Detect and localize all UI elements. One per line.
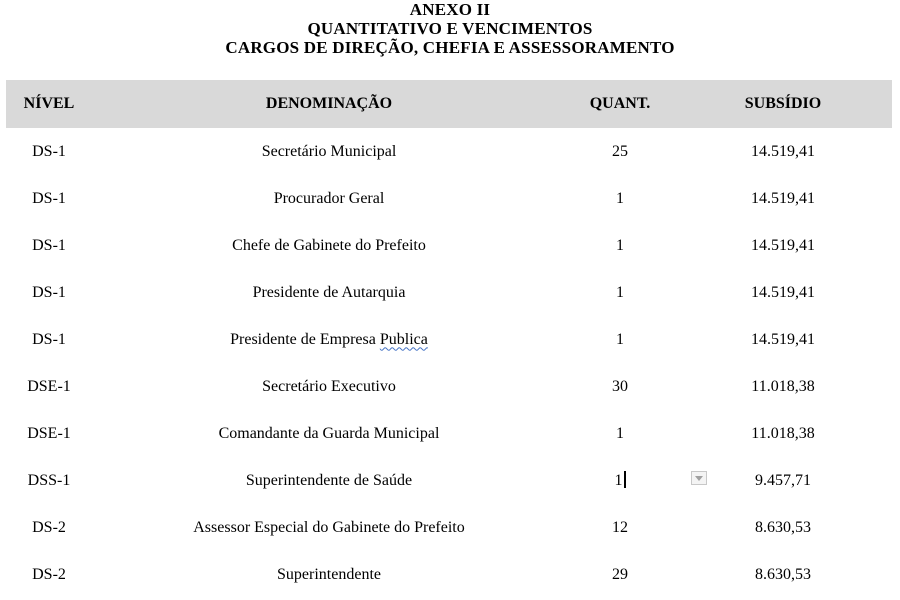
cell-nivel[interactable]: DS-1	[32, 236, 66, 254]
cell-subsidio[interactable]: 14.519,41	[751, 142, 815, 160]
cell-subsidio[interactable]: 14.519,41	[751, 189, 815, 207]
cell-nivel[interactable]: DSE-1	[27, 377, 71, 395]
cell-dropdown-button[interactable]	[691, 471, 707, 485]
cell-denominacao[interactable]	[92, 316, 566, 363]
cell-subsidio[interactable]: 8.630,53	[755, 518, 811, 536]
cell-denominacao[interactable]: Superintendente	[277, 565, 381, 583]
cell-nivel[interactable]: DS-2	[32, 565, 66, 583]
cell-denominacao[interactable]: Presidente de Autarquia	[252, 283, 406, 301]
table-row	[6, 363, 892, 410]
column-header-subsidio[interactable]: SUBSÍDIO	[744, 95, 822, 112]
cell-subsidio[interactable]: 14.519,41	[751, 330, 815, 348]
spellcheck-flagged-word[interactable]: Publica	[379, 330, 428, 348]
chevron-down-icon	[695, 476, 703, 481]
cell-nivel[interactable]: DSS-1	[27, 471, 71, 489]
cell-subsidio[interactable]: 9.457,71	[755, 471, 811, 489]
cell-denominacao[interactable]: Superintendente de Saúde	[245, 471, 413, 489]
table-row	[6, 269, 892, 316]
cell-denominacao[interactable]: Secretário Executivo	[262, 377, 396, 395]
cell-nivel[interactable]: DS-1	[32, 330, 66, 348]
cell-quant[interactable]: 1	[616, 330, 624, 348]
positions-table	[6, 80, 892, 598]
cell-denominacao[interactable]: Procurador Geral	[273, 189, 385, 207]
table-row	[6, 128, 892, 175]
table-row	[6, 316, 892, 363]
cell-quant[interactable]: 30	[612, 377, 628, 395]
cell-quant[interactable]: 12	[612, 518, 628, 536]
cell-nivel[interactable]: DS-2	[32, 518, 66, 536]
cell-quant[interactable]: 29	[612, 565, 628, 583]
quant-value: 1	[614, 472, 623, 489]
annex-title: ANEXO II	[409, 0, 491, 19]
column-header-nivel[interactable]: NÍVEL	[23, 95, 75, 112]
text-cursor	[624, 471, 626, 488]
table-row	[6, 504, 892, 551]
cell-subsidio[interactable]: 8.630,53	[755, 565, 811, 583]
cell-quant-active[interactable]	[566, 457, 674, 504]
document-heading	[0, 0, 900, 57]
cell-nivel[interactable]: DS-1	[32, 189, 66, 207]
cell-nivel[interactable]: DSE-1	[27, 424, 71, 442]
cell-denominacao[interactable]: Assessor Especial do Gabinete do Prefeito	[193, 518, 465, 536]
cell-quant[interactable]: 1	[616, 424, 624, 442]
annex-subtitle: QUANTITATIVO E VENCIMENTOS	[307, 19, 593, 38]
cell-denominacao[interactable]: Secretário Municipal	[261, 142, 397, 160]
table-row	[6, 551, 892, 598]
table-body	[6, 128, 892, 598]
table-header	[6, 80, 892, 128]
cell-quant[interactable]: 1	[616, 236, 624, 254]
cell-quant[interactable]: 25	[612, 142, 628, 160]
cell-subsidio[interactable]: 14.519,41	[751, 236, 815, 254]
cell-subsidio[interactable]: 11.018,38	[751, 377, 815, 395]
table-row	[6, 410, 892, 457]
cell-nivel[interactable]: DS-1	[32, 283, 66, 301]
cell-quant[interactable]: 1	[616, 189, 624, 207]
cell-subsidio[interactable]: 14.519,41	[751, 283, 815, 301]
cell-nivel[interactable]: DS-1	[32, 142, 66, 160]
table-header-row	[6, 80, 892, 128]
table-row	[6, 457, 892, 504]
column-header-denominacao[interactable]: DENOMINAÇÃO	[265, 95, 393, 112]
cell-denominacao[interactable]: Chefe de Gabinete do Prefeito	[232, 236, 426, 254]
cell-denominacao[interactable]: Comandante da Guarda Municipal	[218, 424, 440, 442]
table-row	[6, 175, 892, 222]
table-row	[6, 222, 892, 269]
denominacao-text: Presidente de Empresa	[230, 330, 380, 348]
column-header-quant[interactable]: QUANT.	[589, 95, 651, 112]
cell-subsidio[interactable]: 11.018,38	[751, 424, 815, 442]
annex-section-title: CARGOS DE DIREÇÃO, CHEFIA E ASSESSORAMENTO	[225, 38, 675, 57]
cell-quant[interactable]: 1	[616, 283, 624, 301]
